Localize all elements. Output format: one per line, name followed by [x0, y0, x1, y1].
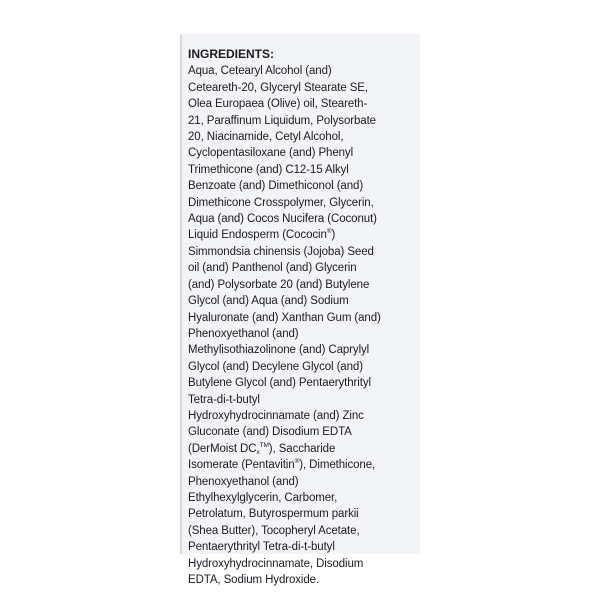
- subscript-x: x: [256, 448, 260, 456]
- ingredient-line: oil (and) Panthenol (and) Glycerin: [188, 262, 357, 275]
- ingredients-heading: INGREDIENTS:: [188, 47, 275, 61]
- ingredient-line: Glycol (and) Decylene Glycol (and): [188, 360, 363, 373]
- ingredient-line: Petrolatum, Butyrospermum parkii: [188, 508, 359, 521]
- ingredient-line: Butylene Glycol (and) Pentaerythrityl: [188, 377, 371, 390]
- ingredient-line-dermoist: [188, 441, 420, 457]
- ingredient-line: Trimethicone (and) C12-15 Alkyl: [188, 163, 349, 176]
- label-panel-edge: [180, 34, 182, 554]
- registered-mark: ®: [294, 458, 300, 466]
- ingredient-line-cococin: [188, 227, 420, 243]
- ingredient-line-text: (DerMoist DC: [188, 442, 257, 455]
- ingredient-line: Gluconate (and) Disodium EDTA: [188, 426, 352, 439]
- ingredients-block: [188, 46, 420, 588]
- ingredient-line: Hyaluronate (and) Xanthan Gum (and): [188, 311, 381, 324]
- ingredient-line: 21, Paraffinum Liquidum, Polysorbate: [188, 114, 376, 127]
- ingredient-line: Simmondsia chinensis (Jojoba) Seed: [188, 245, 374, 258]
- ingredient-line: EDTA, Sodium Hydroxide.: [188, 574, 320, 586]
- ingredient-line: Dimethicone Crosspolymer, Glycerin,: [188, 196, 374, 209]
- ingredient-line-text: Isomerate (Pentavitin: [188, 459, 295, 472]
- ingredient-line-suffix: ), Dimethicone,: [299, 459, 376, 472]
- ingredient-line: Aqua (and) Cocos Nucifera (Coconut): [188, 213, 377, 226]
- ingredient-line: Hydroxyhydrocinnamate (and) Zinc: [188, 409, 364, 422]
- ingredient-line-pentavitin: [188, 457, 420, 473]
- ingredient-line: Hydroxyhydrocinnamate, Disodium: [188, 557, 364, 570]
- ingredient-line: Methylisothiazolinone (and) Caprylyl: [188, 344, 370, 357]
- registered-mark: ®: [326, 228, 332, 236]
- ingredient-line: 20, Niacinamide, Cetyl Alcohol,: [188, 131, 344, 144]
- ingredient-line: Cyclopentasiloxane (and) Phenyl: [188, 147, 354, 160]
- trademark-mark: TM: [259, 441, 269, 449]
- ingredient-line: Tetra-di-t-butyl: [188, 393, 260, 406]
- ingredient-line: Olea Europaea (Olive) oil, Steareth-: [188, 98, 368, 111]
- ingredient-line: Phenoxyethanol (and): [188, 475, 299, 488]
- ingredient-line-suffix: ), Saccharide: [268, 442, 336, 455]
- ingredient-line: Glycol (and) Aqua (and) Sodium: [188, 295, 349, 308]
- ingredient-line: Aqua, Cetearyl Alcohol (and): [188, 65, 332, 78]
- ingredient-line: (and) Polysorbate 20 (and) Butylene: [188, 278, 370, 291]
- ingredient-line: Ethylhexylglycerin, Carbomer,: [188, 491, 338, 504]
- ingredient-line: (Shea Butter), Tocopheryl Acetate,: [188, 524, 360, 537]
- ingredient-line: Phenoxyethanol (and): [188, 327, 299, 340]
- ingredient-line: Benzoate (and) Dimethiconol (and): [188, 180, 364, 193]
- ingredient-line-text: Liquid Endosperm (Cococin: [188, 229, 327, 242]
- ingredient-line-suffix: ): [331, 229, 336, 242]
- ingredient-line: Pentaerythrityl Tetra-di-t-butyl: [188, 541, 335, 554]
- ingredient-line: Ceteareth-20, Glyceryl Stearate SE,: [188, 81, 368, 94]
